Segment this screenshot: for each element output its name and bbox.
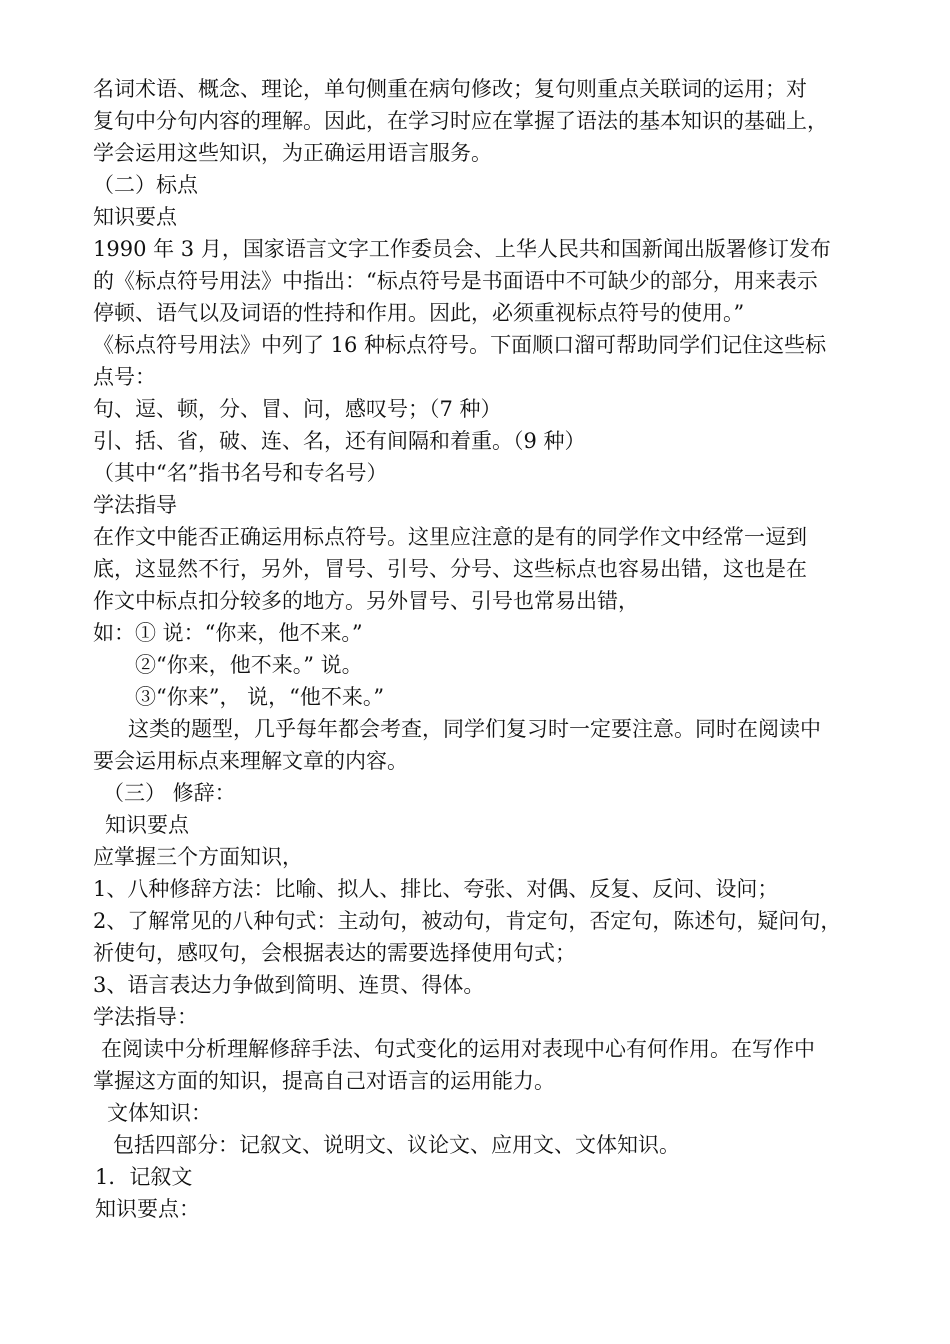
text-line: 停顿、语气以及词语的性持和作用。因此，必须重视标点符号的使用。”	[93, 301, 745, 325]
section-heading: 文体知识：	[107, 1101, 212, 1125]
text-line: 应掌握三个方面知识，	[93, 845, 303, 869]
text-line: 1990 年 3 月，国家语言文字工作委员会、上华人民共和国新闻出版署修订发布	[93, 237, 831, 261]
text-line: 作文中标点扣分较多的地方。另外冒号、引号也常易出错，	[93, 589, 639, 613]
text-line: 复句中分句内容的理解。因此，在学习时应在掌握了语法的基本知识的基础上，	[93, 109, 828, 133]
text-line: 这类的题型，几乎每年都会考查，同学们复习时一定要注意。同时在阅读中	[128, 717, 821, 741]
subheading: 知识要点	[93, 205, 177, 229]
text-line: 句、逗、顿，分、冒、问，感叹号；（7 种）	[93, 397, 502, 421]
text-line: （其中“名”指书名号和专名号）	[93, 461, 388, 485]
section-heading: 1．记叙文	[95, 1165, 193, 1189]
section-heading: （三） 修辞：	[103, 781, 236, 805]
list-item: 2、了解常见的八种句式：主动句，被动句，肯定句，否定句，陈述句，疑问句，	[93, 909, 842, 933]
text-line: 学会运用这些知识，为正确运用语言服务。	[93, 141, 492, 165]
subheading: 知识要点	[105, 813, 189, 837]
text-line: 要会运用标点来理解文章的内容。	[93, 749, 408, 773]
subheading: 学法指导	[93, 493, 177, 517]
section-heading: （二）标点	[93, 173, 198, 197]
text-line: 点号：	[93, 365, 156, 389]
subheading: 知识要点：	[95, 1197, 200, 1221]
example-line: ③“你来”， 说，“他不来。”	[135, 685, 385, 709]
list-item: 1、八种修辞方法：比喻、拟人、排比、夸张、对偶、反复、反问、设问；	[93, 877, 779, 901]
text-line: 的《标点符号用法》中指出：“标点符号是书面语中不可缺少的部分，用来表示	[93, 269, 818, 293]
text-line: 名词术语、概念、理论，单句侧重在病句修改；复句则重点关联词的运用；对	[93, 77, 807, 101]
example-line: 如：① 说：“你来，他不来。”	[93, 621, 363, 645]
text-line: 在作文中能否正确运用标点符号。这里应注意的是有的同学作文中经常一逗到	[93, 525, 807, 549]
text-line: 掌握这方面的知识，提高自己对语言的运用能力。	[93, 1069, 555, 1093]
list-item: 3、语言表达力争做到简明、连贯、得体。	[93, 973, 485, 997]
text-line: 包括四部分：记叙文、说明文、议论文、应用文、文体知识。	[113, 1133, 680, 1157]
text-line: 在阅读中分析理解修辞手法、句式变化的运用对表现中心有何作用。在写作中	[101, 1037, 815, 1061]
subheading: 学法指导：	[93, 1005, 198, 1029]
text-line: 底，这显然不行，另外，冒号、引号、分号、这些标点也容易出错，这也是在	[93, 557, 807, 581]
text-line: 《标点符号用法》中列了 16 种标点符号。下面顺口溜可帮助同学们记住这些标	[93, 333, 827, 357]
example-line: ②“你来，他不来。” 说。	[135, 653, 363, 677]
text-line: 引、括、省，破、连、名，还有间隔和着重。（9 种）	[93, 429, 586, 453]
text-line: 祈使句，感叹句，会根据表达的需要选择使用句式；	[93, 941, 576, 965]
